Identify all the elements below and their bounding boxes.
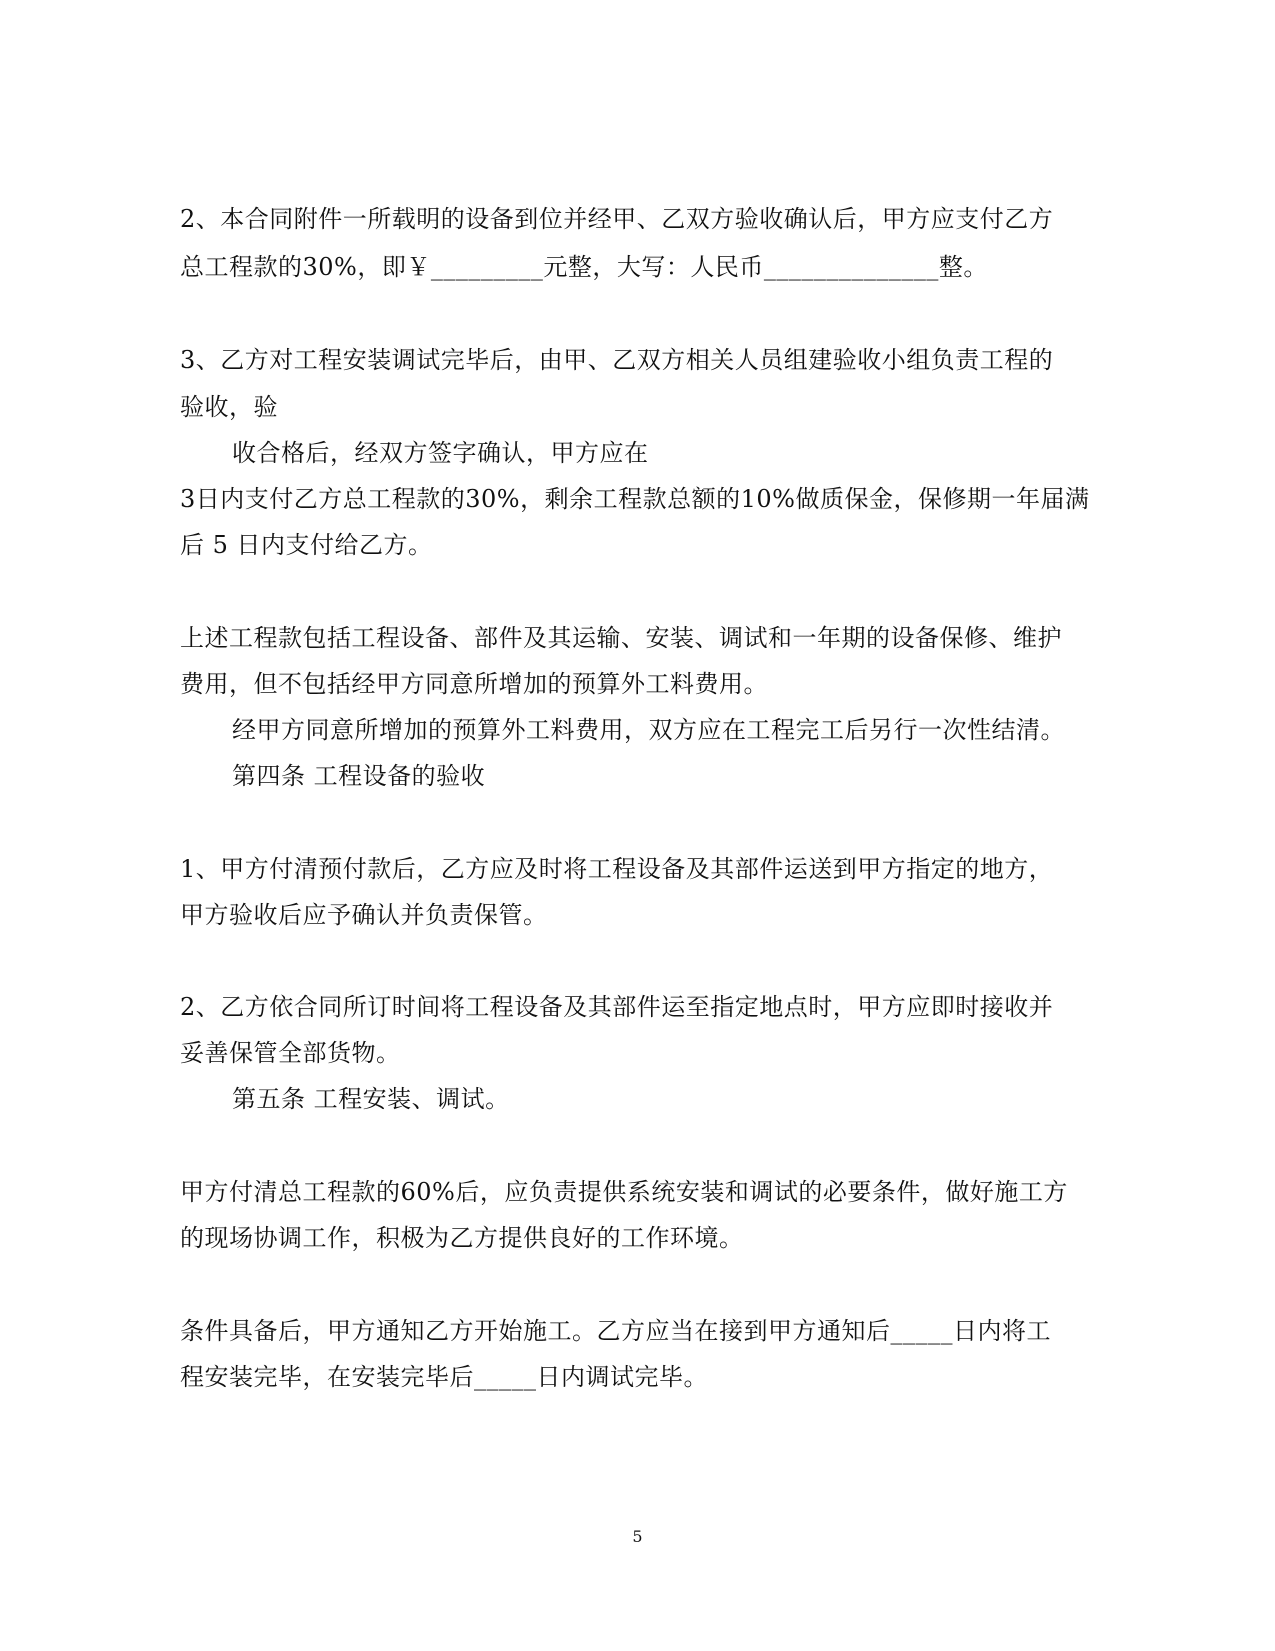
paragraph-line: 的现场协调工作，积极为乙方提供良好的工作环境。 — [180, 1224, 744, 1252]
paragraph-line: 费用，但不包括经甲方同意所增加的预算外工料费用。 — [180, 670, 768, 698]
paragraph-line: 甲方验收后应予确认并负责保管。 — [180, 901, 548, 929]
paragraph-line: 收合格后，经双方签字确认，甲方应在 — [232, 439, 649, 467]
paragraph-line: 甲方付清总工程款的60%后，应负责提供系统安装和调试的必要条件，做好施工方 — [180, 1178, 1068, 1206]
paragraph-line: 后 5 日内支付给乙方。 — [180, 531, 433, 559]
paragraph-line: 条件具备后，甲方通知乙方开始施工。乙方应当在接到甲方通知后_____日内将工 — [180, 1317, 1051, 1345]
paragraph-line: 2、本合同附件一所载明的设备到位并经甲、乙双方验收确认后，甲方应支付乙方 — [180, 205, 1054, 233]
section-heading: 第四条 工程设备的验收 — [232, 762, 486, 790]
page-number: 5 — [632, 1527, 643, 1546]
paragraph-line: 妥善保管全部货物。 — [180, 1039, 401, 1067]
paragraph-line: 总工程款的30%，即￥_________元整，大写：人民币______________整。 — [180, 253, 988, 281]
paragraph-line: 2、乙方依合同所订时间将工程设备及其部件运至指定地点时，甲方应即时接收并 — [180, 993, 1054, 1021]
paragraph-line: 1、甲方付清预付款后，乙方应及时将工程设备及其部件运送到甲方指定的地方， — [180, 855, 1054, 883]
section-heading: 第五条 工程安装、调试。 — [232, 1085, 510, 1113]
paragraph-line: 3日内支付乙方总工程款的30%，剩余工程款总额的10%做质保金，保修期一年届满 — [180, 485, 1090, 513]
paragraph-line: 3、乙方对工程安装调试完毕后，由甲、乙双方相关人员组建验收小组负责工程的 — [180, 346, 1054, 374]
paragraph-line: 程安装完毕，在安装完毕后_____日内调试完毕。 — [180, 1363, 708, 1391]
paragraph-line: 经甲方同意所增加的预算外工料费用，双方应在工程完工后另行一次性结清。 — [232, 716, 1065, 744]
paragraph-line: 上述工程款包括工程设备、部件及其运输、安装、调试和一年期的设备保修、维护 — [180, 624, 1062, 652]
paragraph-line: 验收，验 — [180, 393, 278, 421]
